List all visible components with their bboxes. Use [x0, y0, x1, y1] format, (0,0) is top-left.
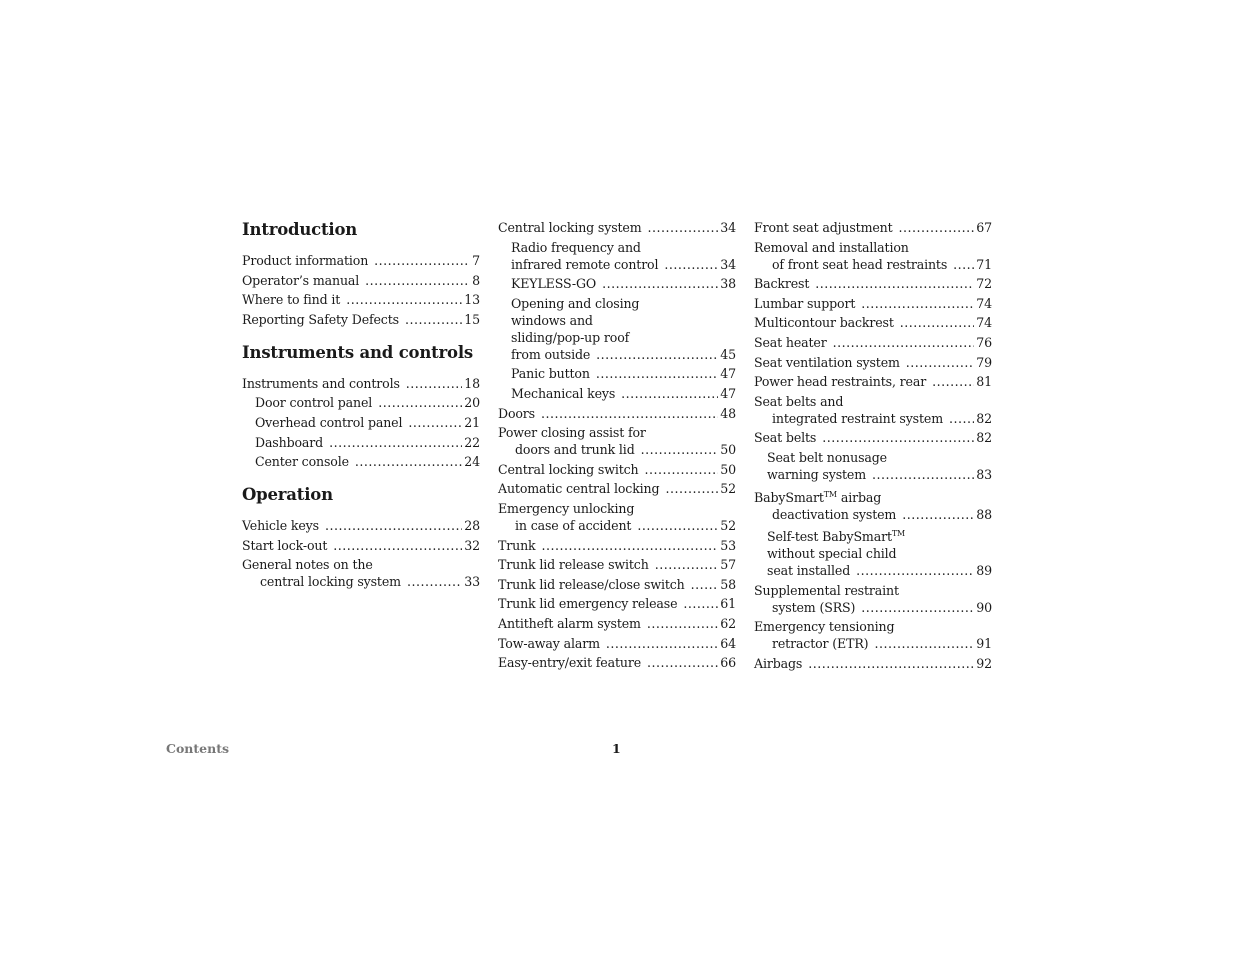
trademark-mark: TM [823, 489, 837, 499]
toc-entry[interactable]: Seat belts ..... 82 [754, 429, 992, 446]
toc-entry[interactable]: Emergency unlocking in case of accident ..... 52 [498, 500, 736, 534]
toc-entry[interactable]: Center console ..... 24 [242, 453, 480, 470]
page-number: 81 [976, 374, 992, 390]
page-number: 53 [720, 537, 736, 553]
footer-section-label: Contents [166, 741, 230, 756]
page-number: 50 [720, 442, 736, 458]
toc-entry[interactable]: KEYLESS-GO ..... 38 [498, 275, 736, 292]
page-number: 8 [472, 272, 480, 288]
page-number: 76 [976, 334, 992, 350]
toc-entry[interactable]: Lumbar support ..... 74 [754, 295, 992, 312]
page-number: 83 [976, 466, 992, 482]
section-heading: Operation [242, 485, 333, 505]
page-number: 45 [720, 346, 736, 362]
trademark-mark: TM [891, 529, 906, 539]
page-number: 18 [464, 375, 480, 391]
page-number: 79 [976, 354, 992, 370]
page-number: 74 [976, 315, 992, 331]
toc-entry[interactable]: Power head restraints, rear ..... 81 [754, 373, 992, 390]
toc-entry[interactable]: Mechanical keys ..... 47 [498, 385, 736, 402]
page-number: 24 [464, 454, 480, 470]
toc-entry[interactable]: Product information ..... 7 [242, 252, 480, 269]
toc-entry[interactable]: Airbags ..... 92 [754, 655, 992, 672]
toc-entry[interactable]: BabySmart™ airbag deactivation system ..... 88 [754, 486, 992, 523]
page-number: 62 [720, 615, 736, 631]
page-number: 90 [976, 599, 992, 615]
toc-entry[interactable]: Central locking switch ..... 50 [498, 461, 736, 478]
page-number: 34 [720, 256, 736, 272]
toc-column-3 [754, 219, 992, 675]
toc-entry[interactable]: Multicontour backrest ..... 74 [754, 314, 992, 331]
toc-entry[interactable]: Trunk lid release switch ..... 57 [498, 556, 736, 573]
toc-entry[interactable]: Overhead control panel ..... 21 [242, 414, 480, 431]
page-number: 20 [464, 395, 480, 411]
page-number: 88 [976, 506, 992, 522]
page-number: 74 [976, 295, 992, 311]
page-number: 50 [720, 461, 736, 477]
toc-entry[interactable]: Start lock-out ..... 32 [242, 537, 480, 554]
toc-entry[interactable]: Reporting Safety Defects ..... 15 [242, 311, 480, 328]
page-number: 66 [720, 655, 736, 671]
section-heading: Instruments and controls [242, 342, 474, 362]
toc-entry[interactable]: Tow-away alarm ..... 64 [498, 635, 736, 652]
toc-entry[interactable]: Instruments and controls ..... 18 [242, 375, 480, 392]
page-number: 82 [976, 410, 992, 426]
toc-entry[interactable]: Trunk lid release/close switch ..... 58 [498, 576, 736, 593]
page-number: 61 [720, 596, 736, 612]
toc-entry[interactable]: Seat belt nonusage warning system ..... 83 [754, 449, 992, 483]
page-number: 89 [976, 563, 992, 579]
toc-entry[interactable]: Self-test BabySmart™ without special child seat installed ..... 89 [754, 525, 992, 579]
toc-entry[interactable]: Trunk lid emergency release ..... 61 [498, 595, 736, 612]
toc-section-operation [242, 484, 480, 590]
toc-entry[interactable]: Supplemental restraint system (SRS) ..... 90 [754, 582, 992, 616]
page-number: 28 [464, 518, 480, 534]
toc-section-instruments [242, 342, 480, 470]
toc-entry[interactable]: Trunk ..... 53 [498, 537, 736, 554]
page-number: 48 [720, 405, 736, 421]
page-number: 92 [976, 655, 992, 671]
toc-entry[interactable]: Front seat adjustment ..... 67 [754, 219, 992, 236]
page-number: 21 [464, 414, 480, 430]
toc-entry[interactable]: Doors ..... 48 [498, 405, 736, 422]
toc-section-introduction [242, 219, 480, 328]
toc-entry[interactable]: Antitheft alarm system ..... 62 [498, 615, 736, 632]
toc-entry[interactable]: Seat heater ..... 76 [754, 334, 992, 351]
page-number: 47 [720, 385, 736, 401]
page-number: 47 [720, 366, 736, 382]
page-number: 32 [464, 537, 480, 553]
page-number: 71 [976, 256, 992, 272]
toc-entry[interactable]: Emergency tensioning retractor (ETR) ..... 91 [754, 618, 992, 652]
page-number: 58 [720, 576, 736, 592]
page-number: 33 [464, 574, 480, 590]
toc-entry[interactable]: Central locking system ..... 34 [498, 219, 736, 236]
toc-entry[interactable]: Removal and installation of front seat head restraints ..... 71 [754, 239, 992, 273]
toc-entry[interactable]: Dashboard ..... 22 [242, 434, 480, 451]
page-number: 13 [464, 292, 480, 308]
page-number: 52 [720, 517, 736, 533]
toc-entry[interactable]: Radio frequency and infrared remote control ..... 34 [498, 239, 736, 273]
toc-entry[interactable]: Door control panel ..... 20 [242, 394, 480, 411]
page-number: 34 [720, 220, 736, 235]
page-number: 52 [720, 481, 736, 497]
toc-entry[interactable]: Easy-entry/exit feature ..... 66 [498, 654, 736, 671]
toc-entry[interactable]: Automatic central locking ..... 52 [498, 480, 736, 497]
toc-column-2 [498, 219, 736, 674]
page-number: 22 [464, 434, 480, 450]
toc-entry[interactable]: Seat belts and integrated restraint system ..... 82 [754, 393, 992, 427]
page-number: 67 [976, 220, 992, 235]
toc-entry[interactable]: General notes on the central locking system ..... 33 [242, 556, 480, 590]
toc-entry[interactable]: Vehicle keys ..... 28 [242, 517, 480, 534]
page-number: 82 [976, 430, 992, 446]
footer-page-number: 1 [612, 741, 621, 756]
toc-entry[interactable]: Where to find it ..... 13 [242, 291, 480, 308]
page-number: 38 [720, 276, 736, 292]
toc-entry[interactable]: Power closing assist for doors and trunk lid ..... 50 [498, 424, 736, 458]
toc-entry[interactable]: Backrest ..... 72 [754, 275, 992, 292]
toc-entry[interactable]: Opening and closing windows and sliding/pop-up roof from outside ..... 45 [498, 295, 736, 363]
page-number: 91 [976, 636, 992, 652]
page-number: 57 [720, 557, 736, 573]
toc-column-1 [242, 219, 480, 604]
toc-entry[interactable]: Panic button ..... 47 [498, 365, 736, 382]
toc-entry[interactable]: Seat ventilation system ..... 79 [754, 354, 992, 371]
page-number: 72 [976, 276, 992, 292]
section-heading: Introduction [242, 220, 358, 239]
toc-entry[interactable]: Operator’s manual ..... 8 [242, 272, 480, 289]
page-number: 64 [720, 635, 736, 651]
page-number: 15 [464, 311, 480, 327]
page-number: 7 [472, 253, 480, 268]
